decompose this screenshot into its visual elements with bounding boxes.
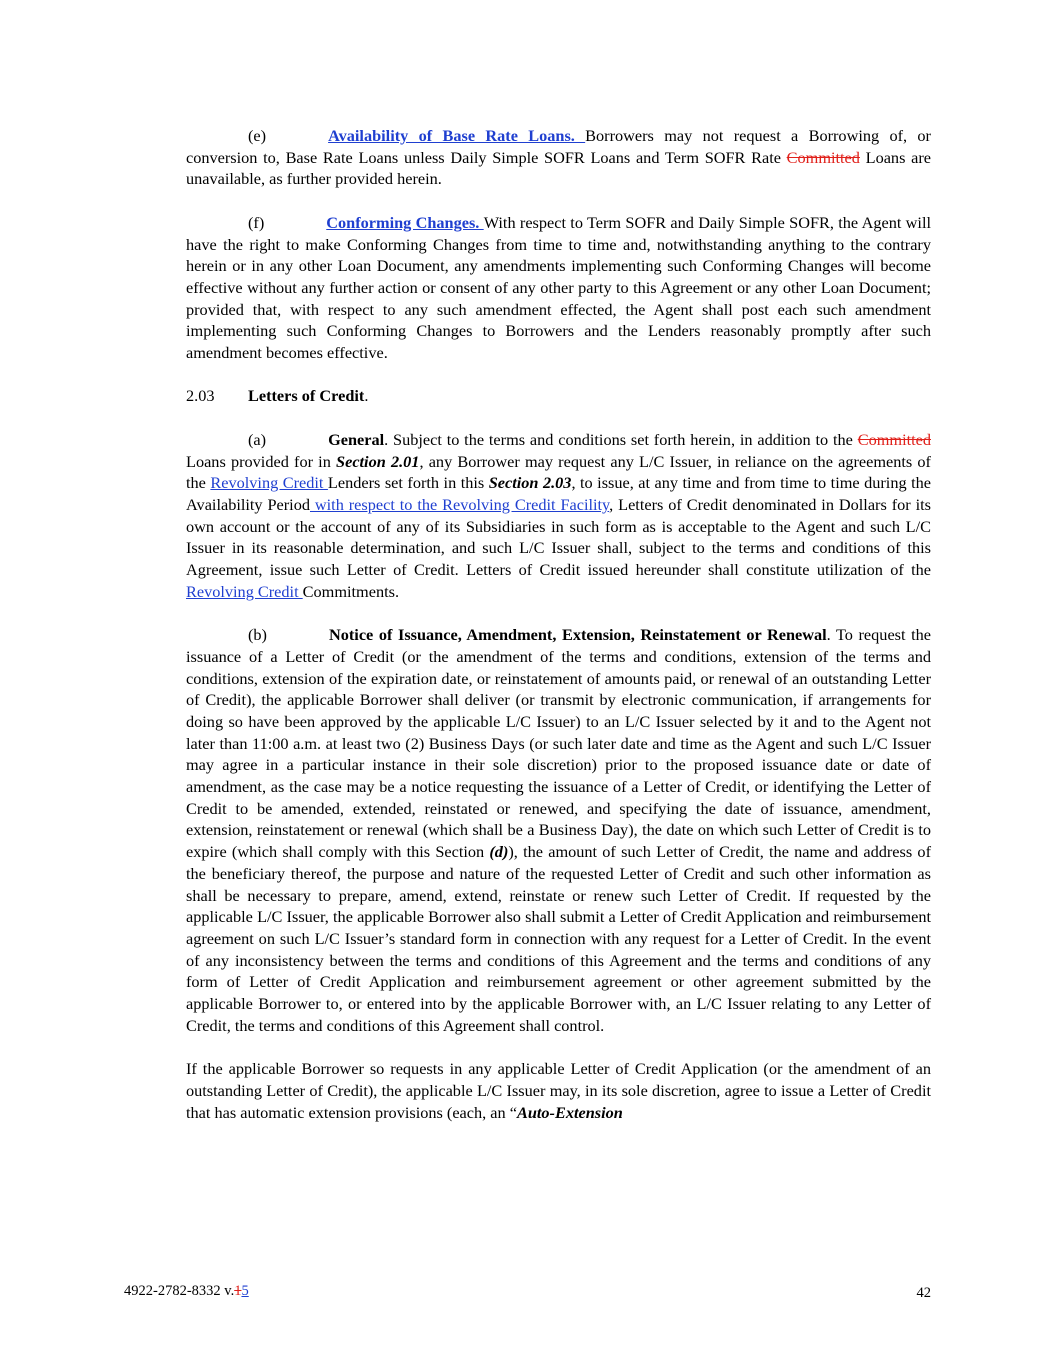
section-reference: Section 2.03 — [488, 473, 572, 493]
paragraph-text: Lenders set forth in this — [327, 473, 489, 493]
paragraph-text: Commitments. — [302, 581, 400, 601]
paragraph-text: With respect to Term SOFR and Daily Simple SOFR, the Agent will have the right to make Conforming Changes from time to time and, notwithstanding anything to the contrary herein or in any other Loan Document, any amendments implementing such Conforming Changes will become effective without any further action or consent of any other party to this Agreement or any other Loan Document; provided that, with respect to any such amendment effected, the Agent shall post each such amendment implementing such Conforming Changes to Borrowers and the Lenders reasonably promptly after such amendment becomes effective. — [186, 212, 931, 363]
deleted-text: Committed — [786, 147, 860, 167]
inserted-heading: Availability of Base Rate Loans. — [328, 126, 586, 145]
page-number: 42 — [916, 1285, 931, 1301]
inserted-version: 5 — [241, 1283, 249, 1299]
paragraph-text: Loans provided for in — [186, 451, 337, 471]
document-body — [186, 125, 931, 1145]
section-title: Letters of Credit — [248, 386, 365, 406]
defined-term: Auto-Extension — [516, 1102, 623, 1122]
section-reference: Section 2.01 — [336, 451, 420, 471]
paragraph-text: , Letters of Credit denominated in Dollars for its own account or the account of any of its Subsidiaries in such form as is acceptable to the Agent and such L/C Issuer in its reasonable determination, and such L/C Issuer shall, subject to the terms and conditions of this Agreement, issue such Letter of Credit. Letters of Credit issued hereunder shall constitute utilization of the — [186, 494, 931, 580]
section-reference: (d) — [489, 842, 509, 862]
section-number: 2.03 — [186, 386, 215, 406]
paragraph-heading: General — [328, 429, 385, 449]
paragraph-text: , any Borrower may request any L/C Issuer, in reliance on the agreements of the — [186, 451, 931, 493]
deleted-text: Committed — [857, 429, 931, 449]
paragraph-text: Loans are unavailable, as further provided herein. — [186, 147, 931, 189]
document-id-footer — [124, 1283, 249, 1300]
paragraph-text: ), the amount of such Letter of Credit, the name and address of the beneficiary thereof, the purpose and nature of the requested Letter of Credit and such other information as shall be necessary to prepare, amend, extend, reinstate or renew such Letter of Credit. If requested by the applicable L/C Issuer, the applicable Borrower also shall submit a Letter of Credit Application and reimbursement agreement on such L/C Issuer’s standard form in connection with any request for a Letter of Credit. In the event of any inconsistency between the terms and conditions of this Agreement and the terms and conditions of any form of Letter of Credit Application and reimbursement agreement or other agreement submitted by the applicable Borrower to, or entered into by the applicable Borrower with, an L/C Issuer relating to any Letter of Credit, the terms and conditions of this Agreement shall control. — [186, 842, 931, 1035]
paragraph-text: , to issue, at any time and from time to time during the Availability Period — [186, 473, 931, 514]
paragraph-text: Borrowers may not request a Borrowing of, or conversion to, Base Rate Loans unless Daily Simple SOFR Loans and Term SOFR Rate — [186, 126, 931, 167]
inserted-text: Revolving Credit — [186, 581, 303, 601]
paragraph-f — [186, 212, 931, 364]
inserted-text: with respect to the Revolving Credit Facility — [309, 494, 610, 514]
paragraph-text: If the applicable Borrower so requests in any applicable Letter of Credit Application (or the amendment of an outstanding Letter of Credit), the applicable L/C Issuer may, in its sole discretion, agree to issue a Letter of Credit that has automatic extension provisions (each, an “ — [186, 1059, 931, 1122]
section-heading — [186, 385, 931, 407]
deleted-version: 1 — [234, 1283, 242, 1299]
paragraph-auto-extension — [186, 1058, 931, 1123]
paragraph-number: (a) — [248, 429, 267, 449]
document-id: 4922-2782-8332 v. — [124, 1283, 235, 1299]
paragraph-heading: Notice of Issuance, Amendment, Extension, Reinstatement or Renewal — [328, 625, 827, 645]
paragraph-b — [186, 624, 931, 1036]
inserted-heading: Conforming Changes. — [326, 212, 484, 232]
paragraph-number: (e) — [248, 126, 267, 145]
paragraph-number: (f) — [248, 212, 265, 232]
inserted-text: Revolving Credit — [210, 473, 328, 493]
paragraph-e — [186, 125, 931, 190]
section-period: . — [364, 386, 369, 406]
paragraph-a — [186, 429, 931, 603]
paragraph-number: (b) — [248, 625, 267, 645]
paragraph-text: . To request the issuance of a Letter of Credit (or the amendment of the terms and conditions, extension of the terms and conditions, extension of the expiration date, or reinstatement of amounts paid, or renewal of an outstanding Letter of Credit), the applicable Borrower shall deliver (or transmit by electronic communication, if arrangements for doing so have been approved by the applicable L/C Issuer) to an L/C Issuer selected by it and to the Agent not later than 11:00 a.m. at least two (2) Business Days (or such later date and time as the Agent and such L/C Issuer may agree in a particular instance in their sole discretion) prior to the proposed issuance date or date of amendment, as the case may be a notice requesting the issuance of a Letter of Credit, or identifying the Letter of Credit to be amended, extended, reinstated or renewed, and specifying the date of issuance, amendment, extension, reinstatement or renewal (which shall be a Business Day), the date on which such Letter of Credit is to expire (which shall comply with this Section — [186, 625, 931, 862]
paragraph-text: . Subject to the terms and conditions set forth herein, in addition to the — [384, 429, 858, 449]
